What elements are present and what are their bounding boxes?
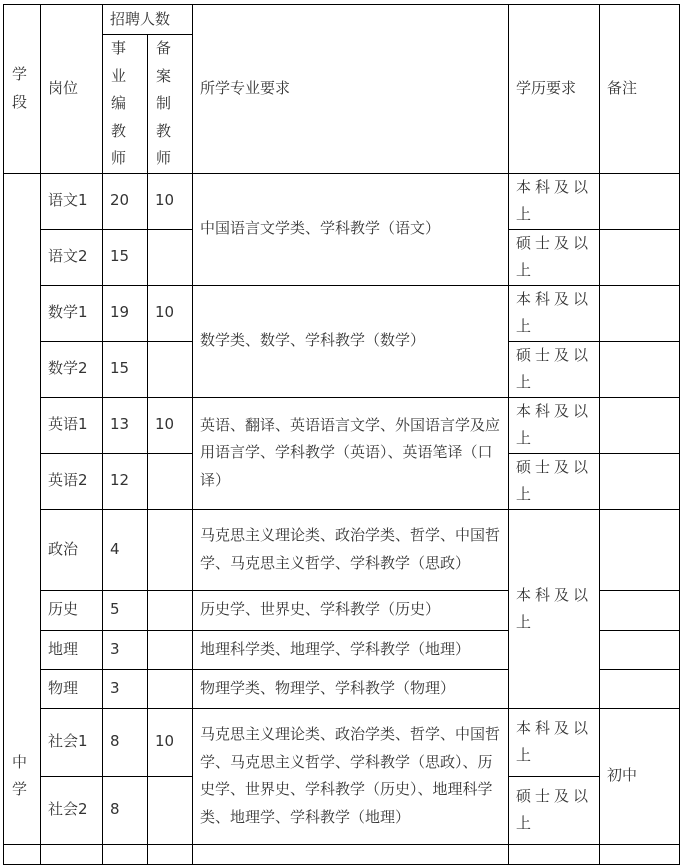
remark-cell xyxy=(600,453,680,509)
filing-count xyxy=(148,453,193,509)
staff-count: 8 xyxy=(103,776,148,844)
table-row xyxy=(4,285,680,341)
remark-cell xyxy=(600,229,680,285)
position-cell: 英语2 xyxy=(41,453,103,509)
position-cell: 语文1 xyxy=(41,173,103,229)
remark-cell xyxy=(600,509,680,590)
position-cell: 社会1 xyxy=(41,708,103,776)
staff-count: 3 xyxy=(103,669,148,708)
table-row xyxy=(4,173,680,229)
filing-count xyxy=(148,590,193,630)
header-recruit-count: 招聘人数 xyxy=(103,5,193,35)
filing-count xyxy=(148,229,193,285)
position-cell: 英语1 xyxy=(41,397,103,453)
edu-cell: 硕士及以上 xyxy=(509,341,600,397)
staff-count: 15 xyxy=(103,341,148,397)
major-cell: 马克思主义理论类、政治学类、哲学、中国哲学、马克思主义哲学、学科教学（思政）、历史学、世界史、学科教学（历史）、地理科学类、地理学、学科教学（地理） xyxy=(193,708,509,844)
position-cell: 政治 xyxy=(41,509,103,590)
filing-count xyxy=(148,341,193,397)
remark-cell xyxy=(600,590,680,630)
staff-count: 5 xyxy=(103,590,148,630)
staff-count: 15 xyxy=(103,229,148,285)
filing-count: 10 xyxy=(148,285,193,341)
major-cell: 中国语言文学类、学科教学（语文） xyxy=(193,173,509,285)
remark-cell xyxy=(600,669,680,708)
table-row xyxy=(4,708,680,776)
position-cell: 历史 xyxy=(41,590,103,630)
edu-cell: 本科及以上 xyxy=(509,397,600,453)
filing-count: 10 xyxy=(148,173,193,229)
staff-count: 3 xyxy=(103,630,148,669)
major-cell: 地理科学类、地理学、学科教学（地理） xyxy=(193,630,509,669)
edu-cell: 硕士及以上 xyxy=(509,776,600,844)
filing-count xyxy=(148,509,193,590)
header-staff-teacher: 事业编教师 xyxy=(103,35,148,174)
position-cell: 语文2 xyxy=(41,229,103,285)
filing-count: 10 xyxy=(148,397,193,453)
position-cell: 社会2 xyxy=(41,776,103,844)
header-position: 岗位 xyxy=(41,5,103,174)
edu-cell: 硕士及以上 xyxy=(509,453,600,509)
position-cell: 物理 xyxy=(41,669,103,708)
filing-count xyxy=(148,630,193,669)
filing-count: 10 xyxy=(148,708,193,776)
edu-cell: 本科及以上 xyxy=(509,285,600,341)
table-row xyxy=(4,509,680,590)
table-row xyxy=(4,844,680,864)
staff-count: 13 xyxy=(103,397,148,453)
position-cell: 数学1 xyxy=(41,285,103,341)
edu-cell: 本科及以上 xyxy=(509,509,600,708)
remark-cell xyxy=(600,397,680,453)
header-major-req: 所学专业要求 xyxy=(193,5,509,174)
staff-count: 4 xyxy=(103,509,148,590)
major-cell: 英语、翻译、英语语言文学、外国语言学及应用语言学、学科教学（英语）、英语笔译（口译） xyxy=(193,397,509,509)
remark-cell: 初中 xyxy=(600,708,680,844)
staff-count: 12 xyxy=(103,453,148,509)
table-row xyxy=(4,397,680,453)
edu-cell: 本科及以上 xyxy=(509,708,600,776)
remark-cell xyxy=(600,285,680,341)
recruitment-table xyxy=(3,4,680,865)
staff-count: 19 xyxy=(103,285,148,341)
filing-count xyxy=(148,776,193,844)
staff-count: 8 xyxy=(103,708,148,776)
position-cell: 数学2 xyxy=(41,341,103,397)
edu-cell: 硕士及以上 xyxy=(509,229,600,285)
remark-cell xyxy=(600,341,680,397)
header-filing-teacher: 备案制教师 xyxy=(148,35,193,174)
remark-cell xyxy=(600,630,680,669)
edu-cell: 本科及以上 xyxy=(509,173,600,229)
stage-cell: 中学 xyxy=(4,173,41,844)
header-stage: 学段 xyxy=(4,5,41,174)
remark-cell xyxy=(600,173,680,229)
filing-count xyxy=(148,669,193,708)
major-cell: 物理学类、物理学、学科教学（物理） xyxy=(193,669,509,708)
major-cell: 数学类、数学、学科教学（数学） xyxy=(193,285,509,397)
major-cell: 历史学、世界史、学科教学（历史） xyxy=(193,590,509,630)
major-cell: 马克思主义理论类、政治学类、哲学、中国哲学、马克思主义哲学、学科教学（思政） xyxy=(193,509,509,590)
staff-count: 20 xyxy=(103,173,148,229)
header-remark: 备注 xyxy=(600,5,680,174)
header-edu-req: 学历要求 xyxy=(509,5,600,174)
position-cell: 地理 xyxy=(41,630,103,669)
